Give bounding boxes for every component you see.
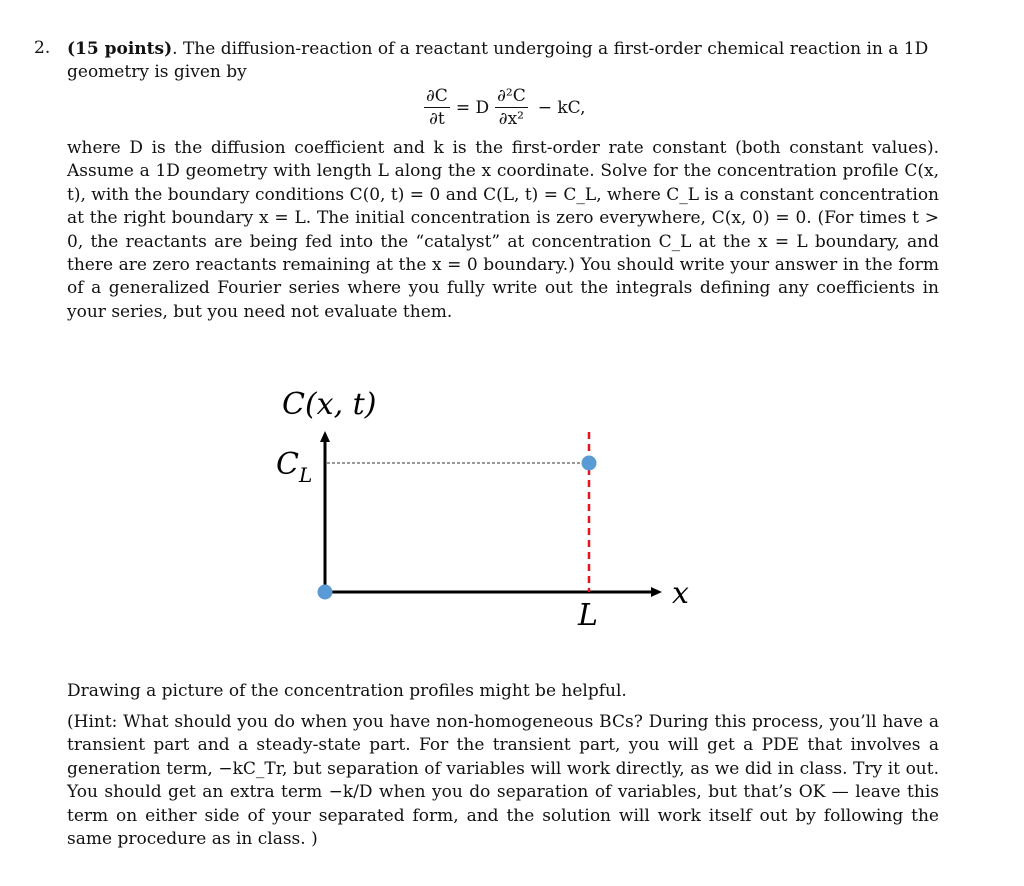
x-axis-label: x	[672, 576, 689, 611]
x-axis-arrowhead	[651, 587, 662, 597]
problem-number: 2.	[34, 38, 51, 58]
l-label: L	[578, 598, 598, 633]
y-axis-label: C(x, t)	[282, 387, 377, 422]
reaction-term: − kC,	[537, 97, 586, 118]
cl-label-sub: L	[298, 463, 313, 487]
hint-text: (Hint: What should you do when you have non-homogeneous BCs? During this process, you’ll have a transient part and a steady-state part. For the transient part, you will get a PDE that involves a generation term, −kC_Tr, but separation of variables will work directly, as we did in class. Try it out. You should get an extra term −k/D when you do separation of variables, but that’s OK — leave this term on either side of your separated form, and the solution will work itself out by following the same procedure as in class. )	[67, 712, 939, 850]
rhs-denominator: ∂x²	[498, 109, 524, 129]
problem-body: where D is the diffusion coefficient and k is the first-order rate constant (both constant values). Assume a 1D geometry with length L along the x coordinate. Solve for the concentration profile C(x, t), with the boundary conditions C(0, t) = 0 and C(L, t) = C_L, where C_L is a constant concentration at the right boundary x = L. The initial concentration is zero everywhere, C(x, 0) = 0. (For times t > 0, the reactants are being fed into the “catalyst” at concentration C_L at the x = L boundary, and there are zero reactants remaining at the x = 0 boundary.) You should write your answer in the form of a generalized Fourier series where you fully write out the integrals defining any coefficients in your series, but you need not evaluate them.	[67, 138, 939, 322]
lhs-denominator: ∂t	[429, 109, 445, 129]
intro-line-a: . The diffusion-reaction of a reactant undergoing a first-order chemical reaction in a 1D	[172, 39, 929, 59]
origin-point	[318, 585, 333, 600]
rhs-numerator: ∂²C	[497, 86, 526, 106]
cl-label-main: C	[276, 447, 299, 482]
problem-points: (15 points)	[67, 39, 173, 59]
boundary-point-cl	[582, 456, 597, 471]
intro-line-b: geometry is given by	[67, 62, 247, 83]
cl-label	[276, 447, 312, 487]
y-axis-arrowhead	[320, 431, 330, 442]
equals-d: = D	[455, 97, 490, 118]
lhs-numerator: ∂C	[426, 86, 448, 106]
hint-intro: Drawing a picture of the concentration profiles might be helpful.	[67, 681, 627, 701]
